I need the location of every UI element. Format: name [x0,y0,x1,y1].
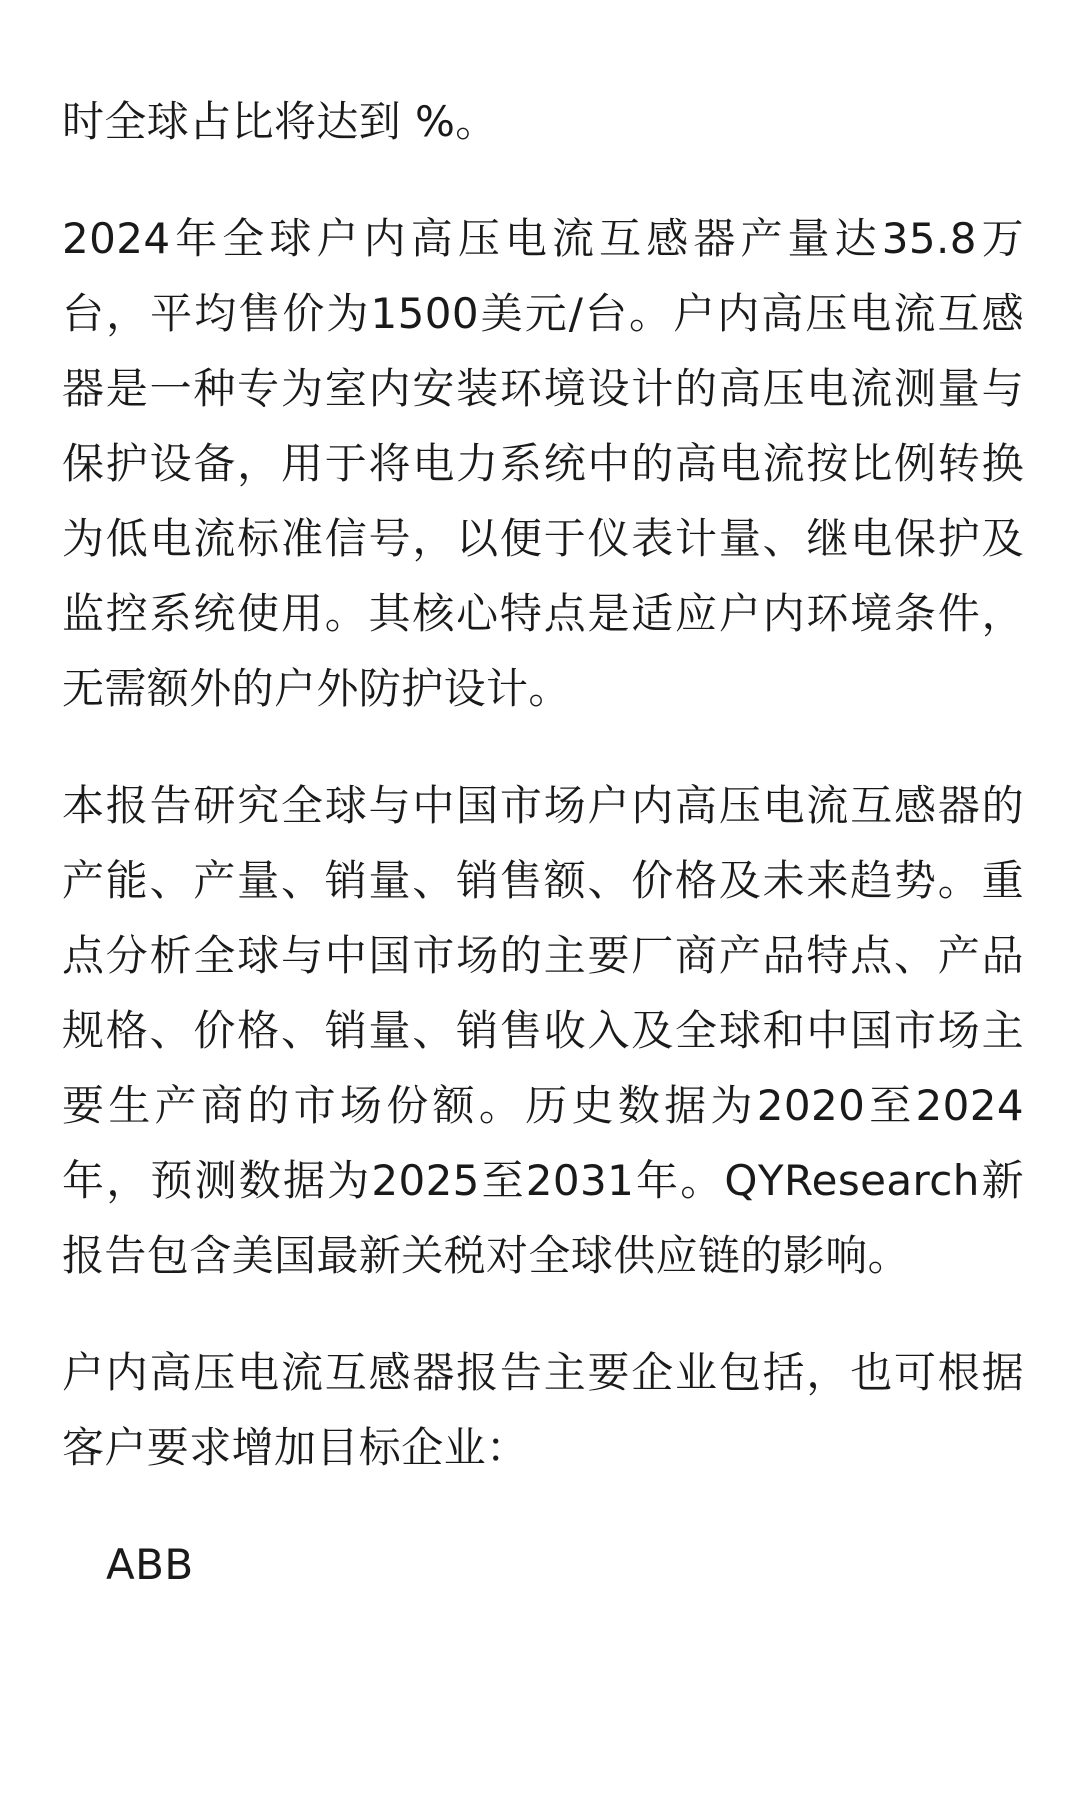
paragraph-companies-intro: 户内高压电流互感器报告主要企业包括，也可根据客户要求增加目标企业： [62,1348,1024,1472]
article-body [62,84,1024,1602]
list-item: ABB [106,1540,194,1589]
paragraph-product-overview: 2024年全球户内高压电流互感器产量达35.8万台，平均售价为1500美元/台。户内高压电流互感器是一种专为室内安装环境设计的高压电流测量与保护设备，用于将电力系统中的高电流按比例转换为低电流标准信号，以便于仪表计量、继电保护及监控系统使用。其核心特点是适应户内环境条件，无需额外的户外防护设计。 [62,214,1024,713]
paragraph-market-share: 时全球占比将达到 %。 [62,97,498,146]
company-list [62,1527,1024,1602]
paragraph-report-scope: 本报告研究全球与中国市场户内高压电流互感器的产能、产量、销量、销售额、价格及未来趋势。重点分析全球与中国市场的主要厂商产品特点、产品规格、价格、销量、销售收入及全球和中国市场主要生产商的市场份额。历史数据为2020至2024年，预测数据为2025至2031年。QYResearch新报告包含美国最新关税对全球供应链的影响。 [62,781,1024,1280]
